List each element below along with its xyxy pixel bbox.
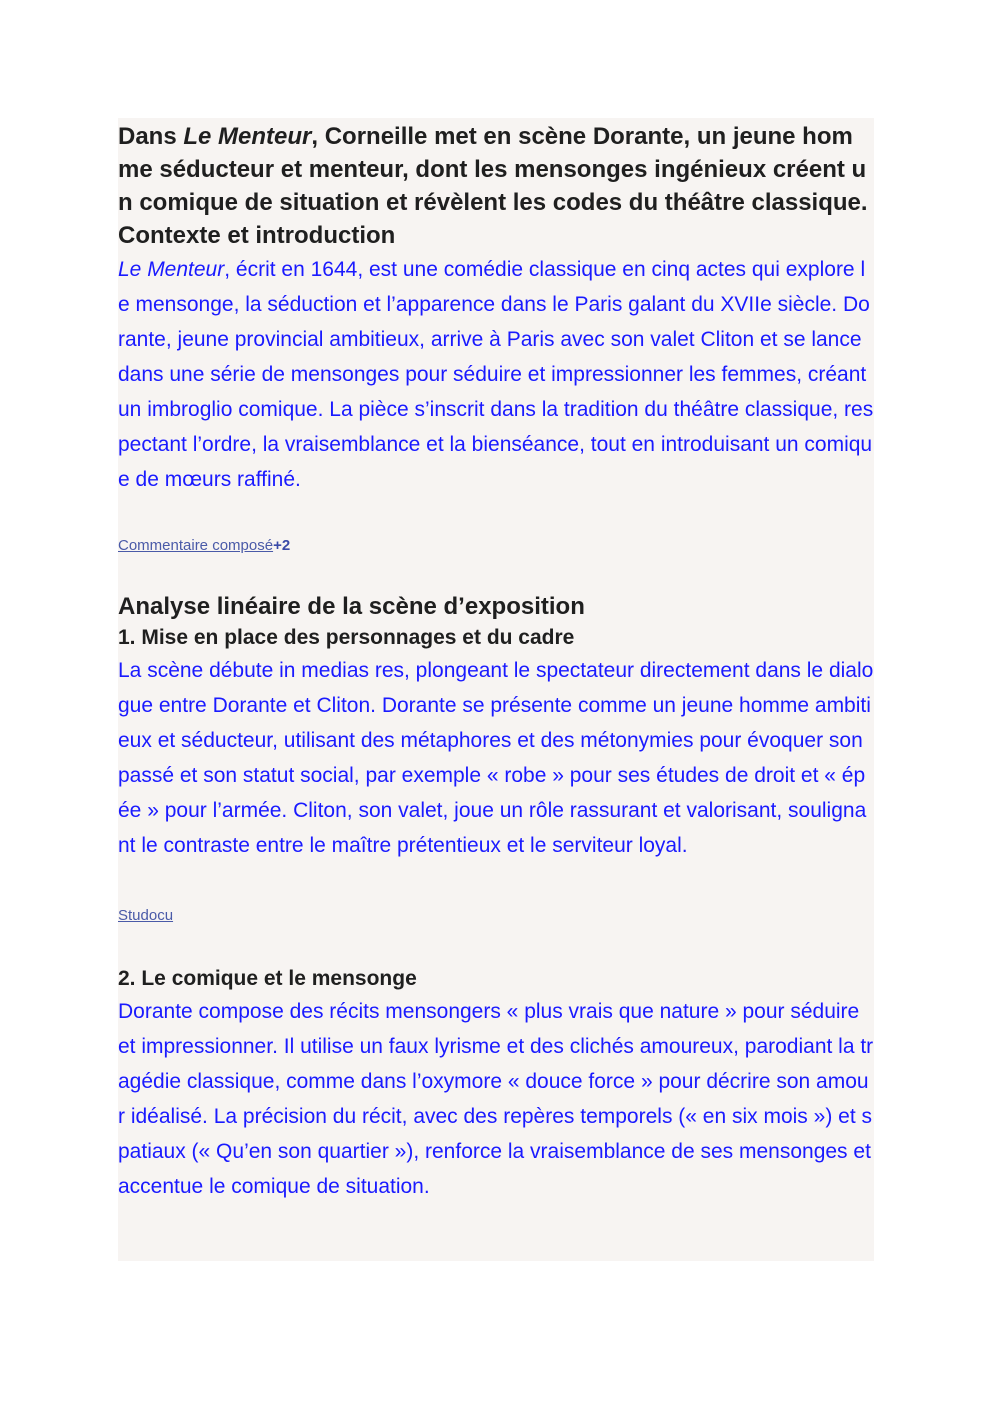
- intro-prefix: Dans: [118, 123, 184, 150]
- source-link-studocu[interactable]: Studocu: [118, 907, 174, 924]
- document-content: [118, 118, 874, 1204]
- context-source: [118, 536, 874, 556]
- part2-heading: 2. Le comique et le mensonge: [118, 967, 417, 990]
- part2-paragraph: Dorante compose des récits mensongers « plus vrais que nature » pour séduire et impressionner. Il utilise un faux lyrisme et des clichés amoureux, parodiant la tragédie classique, comme dans l’oxymore « douce force » pour décrire son amour idéalisé. La précision du récit, avec des repères temporels (« en six mois ») et spatiaux (« Qu’en son quartier »), renforce la vraisemblance de ses mensonges et accentue le comique de situation.: [118, 1000, 874, 1198]
- source-more-link[interactable]: +2: [273, 537, 291, 554]
- part1-heading: 1. Mise en place des personnages et du cadre: [118, 626, 575, 649]
- part1-paragraph: La scène débute in medias res, plongeant le spectateur directement dans le dialogue entre Dorante et Cliton. Dorante se présente comme un jeune homme ambitieux et séducteur, utilisant des métaphores et des métonymies pour évoquer son passé et son statut social, par exemple « robe » pour ses études de droit et « épée » pour l’armée. Cliton, son valet, joue un rôle rassurant et valorisant, soulignant le contraste entre le maître prétentieux et le serviteur loyal.: [118, 659, 874, 857]
- intro-summary: [118, 118, 874, 219]
- part1-source: [118, 906, 874, 926]
- analysis-heading: Analyse linéaire de la scène d’exposition: [118, 593, 585, 620]
- context-paragraph-text: , écrit en 1644, est une comédie classique en cinq actes qui explore le mensonge, la séduction et l’apparence dans le Paris galant du XVIIe siècle. Dorante, jeune provincial ambitieux, arrive à Paris avec son valet Cliton et se lance dans une série de mensonges pour séduire et impressionner les femmes, créant un imbroglio comique. La pièce s’inscrit dans la tradition du théâtre classique, respectant l’ordre, la vraisemblance et la bienséance, tout en introduisant un comique de mœurs raffiné.: [118, 258, 874, 491]
- context-work-title: Le Menteur: [118, 258, 225, 281]
- intro-work-title: Le Menteur: [183, 123, 312, 150]
- source-link-commentaire[interactable]: Commentaire composé: [118, 537, 274, 554]
- context-heading: Contexte et introduction: [118, 222, 396, 249]
- context-paragraph: [118, 252, 874, 497]
- document-page: [118, 118, 874, 1261]
- intro-rest: , Corneille met en scène Dorante, un jeune homme séducteur et menteur, dont les mensonges ingénieux créent un comique de situation et révèlent les codes du théâtre classique.: [118, 123, 868, 216]
